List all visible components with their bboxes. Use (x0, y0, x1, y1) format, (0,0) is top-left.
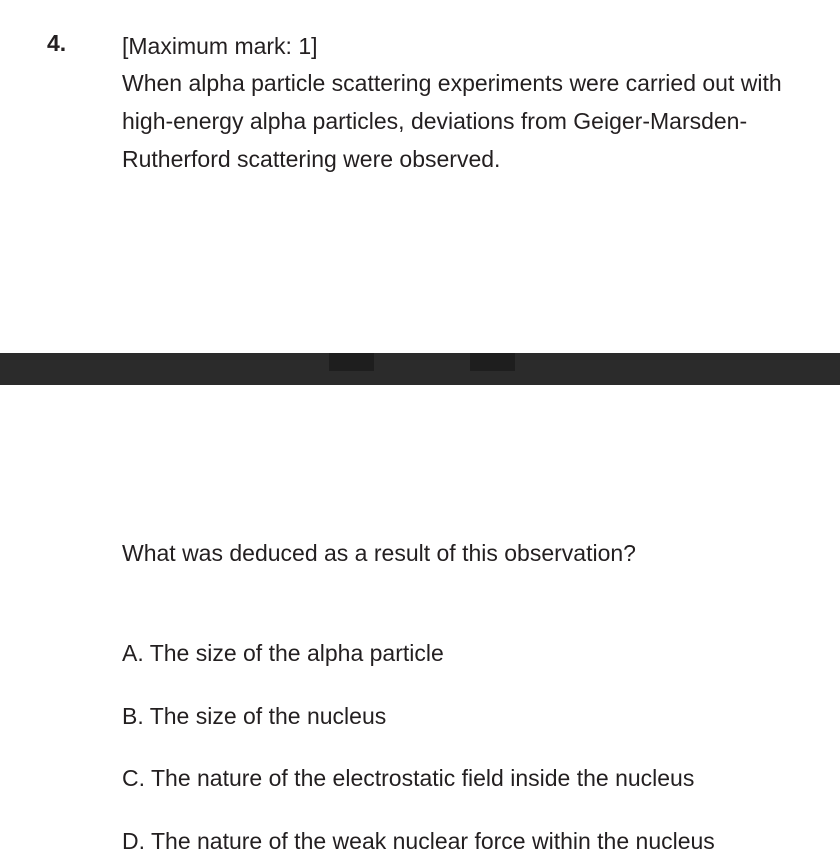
option-c[interactable]: C. The nature of the electrostatic field inside the nucleus (122, 765, 695, 791)
stem-line: When alpha particle scattering experiments were carried out with (122, 70, 782, 96)
option-a[interactable]: A. The size of the alpha particle (122, 640, 444, 666)
question-number: 4. (47, 30, 67, 56)
divider-tab (329, 353, 374, 371)
option-d[interactable]: D. The nature of the weak nuclear force within the nucleus (122, 828, 715, 854)
maximum-mark: [Maximum mark: 1] (122, 33, 318, 59)
question-prompt: What was deduced as a result of this observation? (122, 540, 636, 566)
divider-tab (470, 353, 515, 371)
page-divider-bar (0, 353, 840, 385)
question-stem (122, 64, 822, 178)
option-b[interactable]: B. The size of the nucleus (122, 703, 387, 729)
stem-line: Rutherford scattering were observed. (122, 146, 501, 172)
stem-line: high-energy alpha particles, deviations from Geiger-Marsden- (122, 108, 748, 134)
